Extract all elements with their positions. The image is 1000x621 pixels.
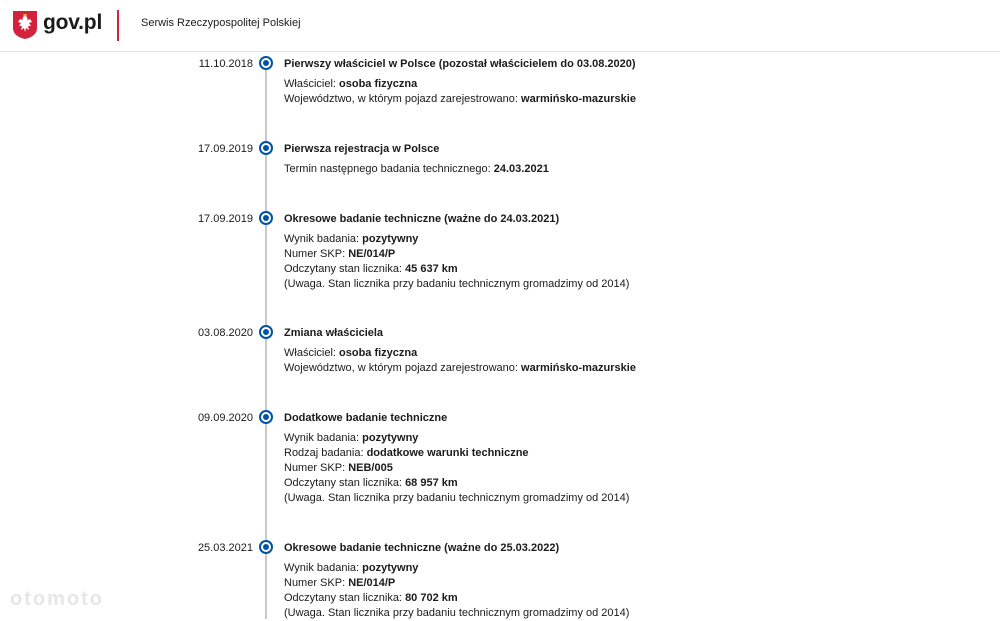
event-date: 25.03.2021 — [197, 542, 253, 554]
event-details — [284, 162, 549, 177]
event-date: 17.09.2019 — [197, 143, 253, 155]
detail-value: 80 702 km — [405, 592, 458, 604]
timeline-dot-icon — [259, 410, 273, 424]
watermark: otomoto — [10, 588, 104, 610]
detail-value: pozytywny — [362, 432, 419, 444]
detail-value: pozytywny — [362, 233, 419, 245]
detail-label: Województwo, w którym pojazd zarejestrowano: — [284, 362, 522, 374]
detail-label: (Uwaga. Stan licznika przy badaniu technicznym gromadzimy od 2014) — [284, 607, 630, 619]
detail-label: Odczytany stan licznika: — [284, 592, 406, 604]
event-title: Pierwsza rejestracja w Polsce — [284, 143, 440, 155]
detail-label: Wynik badania: — [284, 432, 363, 444]
detail-label: Odczytany stan licznika: — [284, 477, 406, 489]
event-date: 17.09.2019 — [197, 213, 253, 225]
detail-row — [284, 446, 629, 461]
polish-eagle-emblem-icon[interactable] — [12, 10, 38, 40]
detail-label: (Uwaga. Stan licznika przy badaniu technicznym gromadzimy od 2014) — [284, 278, 630, 290]
detail-row — [284, 77, 636, 92]
event-details — [284, 77, 636, 107]
event-date: 09.09.2020 — [197, 412, 253, 424]
event-details — [284, 431, 629, 506]
detail-value: NE/014/P — [348, 577, 396, 589]
detail-label: Właściciel: — [284, 347, 340, 359]
detail-row — [284, 92, 636, 107]
detail-label: Wynik badania: — [284, 562, 363, 574]
detail-label: Rodzaj badania: — [284, 447, 367, 459]
detail-value: warmińsko-mazurskie — [521, 362, 636, 374]
detail-label: Właściciel: — [284, 78, 340, 90]
detail-row — [284, 591, 629, 606]
detail-value: warmińsko-mazurskie — [521, 93, 636, 105]
detail-row — [284, 576, 629, 591]
detail-value: 45 637 km — [405, 263, 458, 275]
detail-row — [284, 346, 636, 361]
detail-row — [284, 461, 629, 476]
detail-row — [284, 561, 629, 576]
detail-label: Odczytany stan licznika: — [284, 263, 406, 275]
timeline-dot-icon — [259, 141, 273, 155]
event-title: Dodatkowe badanie techniczne — [284, 412, 448, 424]
detail-value: osoba fizyczna — [339, 78, 418, 90]
detail-row — [284, 431, 629, 446]
detail-label: Numer SKP: — [284, 462, 349, 474]
event-title: Zmiana właściciela — [284, 327, 384, 339]
service-name: Serwis Rzeczypospolitej Polskiej — [141, 17, 301, 29]
event-date: 03.08.2020 — [197, 327, 253, 339]
detail-label: Numer SKP: — [284, 248, 349, 260]
detail-value: dodatkowe warunki techniczne — [366, 447, 529, 459]
timeline-dot-icon — [259, 56, 273, 70]
detail-value: 68 957 km — [405, 477, 458, 489]
event-title: Pierwszy właściciel w Polsce (pozostał właścicielem do 03.08.2020) — [284, 58, 636, 70]
detail-row — [284, 277, 629, 292]
timeline-dot-icon — [259, 325, 273, 339]
detail-value: 24.03.2021 — [493, 163, 549, 175]
detail-label: Termin następnego badania technicznego: — [284, 163, 494, 175]
detail-label: (Uwaga. Stan licznika przy badaniu technicznym gromadzimy od 2014) — [284, 492, 630, 504]
event-details — [284, 346, 636, 376]
detail-label: Wynik badania: — [284, 233, 363, 245]
detail-row — [284, 361, 636, 376]
detail-value: NE/014/P — [348, 248, 396, 260]
detail-row — [284, 262, 629, 277]
detail-row — [284, 476, 629, 491]
detail-row — [284, 162, 549, 177]
detail-row — [284, 247, 629, 262]
event-date: 11.10.2018 — [198, 58, 253, 70]
timeline-dot-icon — [259, 540, 273, 554]
event-title: Okresowe badanie techniczne (ważne do 24.03.2021) — [284, 213, 560, 225]
detail-value: NEB/005 — [348, 462, 393, 474]
site-header — [0, 0, 1000, 52]
site-logo-text[interactable]: gov.pl — [43, 11, 103, 34]
detail-label: Województwo, w którym pojazd zarejestrowano: — [284, 93, 522, 105]
detail-value: osoba fizyczna — [339, 347, 418, 359]
detail-row — [284, 232, 629, 247]
detail-label: Numer SKP: — [284, 577, 349, 589]
timeline-dot-icon — [259, 211, 273, 225]
event-details — [284, 232, 629, 292]
event-details — [284, 561, 629, 621]
event-title: Okresowe badanie techniczne (ważne do 25.03.2022) — [284, 542, 560, 554]
header-divider — [117, 10, 119, 41]
detail-value: pozytywny — [362, 562, 419, 574]
detail-row — [284, 491, 629, 506]
